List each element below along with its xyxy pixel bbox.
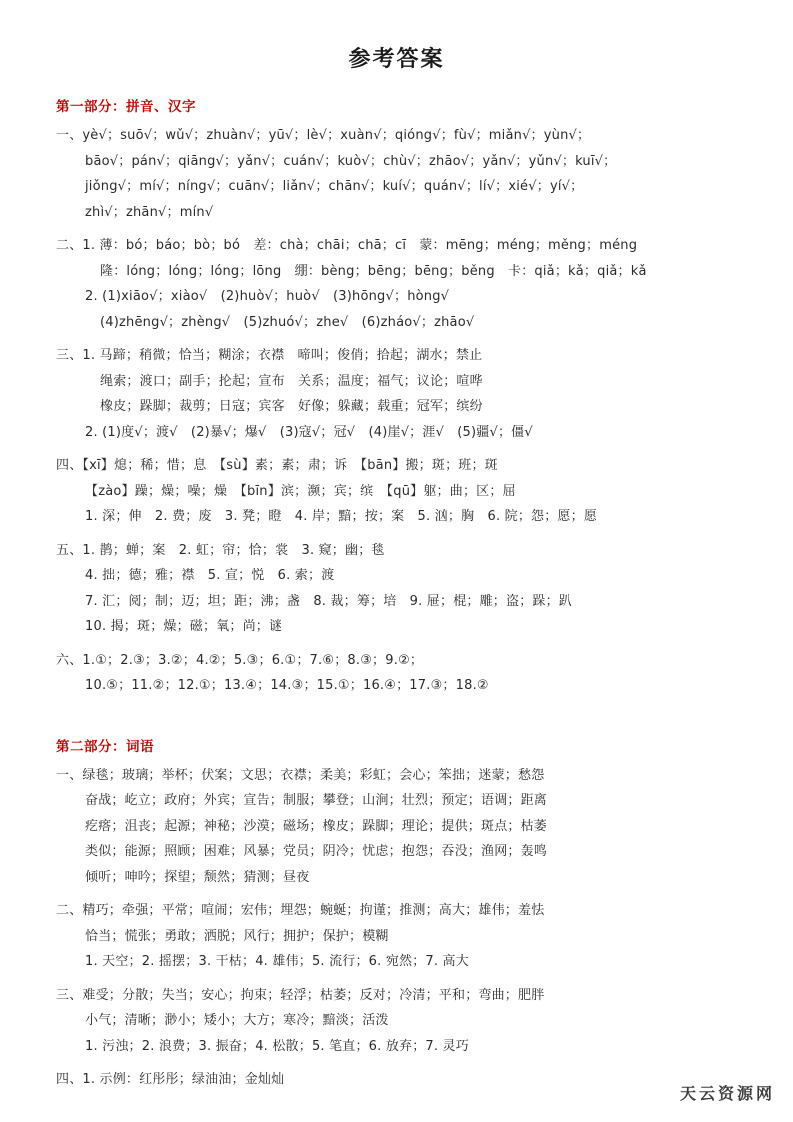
answer-line: 六、1.①；2.③；3.②；4.②；5.③；6.①；7.⑥；8.③；9.②；: [56, 652, 424, 668]
answer-section: [56, 343, 759, 445]
answer-section: [56, 1067, 759, 1093]
answer-line: 倾听；呻吟；探望；颓然；猜测；昼夜: [85, 869, 310, 885]
answer-line: 1. 污浊；2. 浪费；3. 振奋；4. 松散；5. 笔直；6. 放弃；7. 灵巧: [85, 1038, 469, 1054]
answer-section: [56, 983, 759, 1060]
answer-line: 二、1. 薄：bó；báo；bò；bó 差：chà；chāi；chā；cī 蒙：mēng；méng；měng；méng: [56, 238, 638, 253]
answer-line: zhì√；zhān√；mín√: [85, 204, 214, 220]
answer-section: [56, 648, 759, 699]
answer-line: 一、绿毯；玻璃；举杯；伏案；文思；衣襟；柔美；彩虹；会心；笨拙；迷蒙；愁怨: [56, 767, 545, 783]
answer-line: 五、1. 鹊；蝉；案 2. 虹；帘；恰；裳 3. 窥；幽；毯: [56, 542, 385, 558]
answer-line: 小气；清晰；渺小；矮小；大方；寒冷；黯淡；活泼: [85, 1013, 389, 1028]
part-two-body: [56, 763, 759, 1093]
answer-line: 【zào】躁；燥；噪；燥 【bīn】滨；濒；宾；缤 【qū】躯；曲；区；屈: [85, 483, 516, 499]
answer-line: jiǒng√；mí√；níng√；cuān√；liǎn√；chān√；kuí√；quán√；lí√；xié√；yí√；: [85, 179, 584, 194]
answer-line: 恰当；慌张；勇敢；洒脱；风行；拥护；保护；模糊: [85, 928, 389, 944]
answer-line: 四、【xī】熄；稀；惜；息 【sù】素；素；肃；诉 【bān】搬；斑；班；斑: [56, 458, 498, 473]
page-title: 参考答案: [348, 47, 445, 72]
answer-line: 类似；能源；照顾；困难；风暴；党员；阴冷；忧虑；抱怨；吞没；渔网；轰鸣: [85, 844, 548, 859]
answer-line: 疙瘩；沮丧；起源；神秘；沙漠；磁场；橡皮；跺脚；理论；提供；斑点；枯萎: [85, 818, 548, 834]
answer-line: 三、难受；分散；失当；安心；拘束；轻浮；枯萎；反对；冷清；平和；弯曲；肥胖: [56, 987, 545, 1003]
answer-line: 绳索；渡口；副手；抡起；宣布 关系；温度；福气；议论；喧哗: [100, 373, 483, 389]
answer-line: 7. 汇；阅；制；迈；坦；距；沸；盏 8. 裁；筹；培 9. 屉；棍；雕；盗；跺；趴: [85, 593, 573, 609]
answer-line: 4. 拙；德；雅；襟 5. 宣；悦 6. 索；渡: [85, 568, 335, 583]
answer-section: [56, 123, 759, 225]
answer-section: [56, 763, 759, 891]
answer-line: 1. 天空；2. 摇摆；3. 干枯；4. 雄伟；5. 流行；6. 宛然；7. 高大: [85, 954, 469, 969]
answer-line: 10.⑤；11.②；12.①；13.④；14.③；15.①；16.④；17.③；18.②: [85, 678, 489, 693]
answer-section: [56, 538, 759, 640]
part-heading-two: 第二部分：词语: [56, 738, 154, 755]
answer-line: 四、1. 示例：红彤彤；绿油油；金灿灿: [56, 1072, 285, 1087]
watermark: 天云资源网: [679, 1084, 775, 1103]
answer-line: 奋战；屹立；政府；外宾；宣告；制服；攀登；山涧；壮烈；预定；语调；距离: [85, 793, 548, 808]
part-one-body: [56, 123, 759, 699]
answer-section: [56, 898, 759, 975]
part-heading-one: 第一部分：拼音、汉字: [56, 99, 196, 115]
answer-line: 一、yè√；suō√；wǔ√；zhuàn√；yū√；lè√；xuàn√；qióng√；fù√；miǎn√；yùn√；: [56, 128, 591, 143]
answer-line: 1. 深；伸 2. 费；废 3. 凳；瞪 4. 岸；黯；按；案 5. 汹；胸 6. 院；怨；愿；愿: [85, 509, 598, 524]
document-content: [0, 95, 793, 1093]
answer-line: 橡皮；跺脚；裁剪；日寇；宾客 好像；躲藏；载重；冠军；缤纷: [100, 399, 483, 414]
answer-line: 三、1. 马蹄；稍微；恰当；糊涂；衣襟 啼叫；俊俏；拾起；湖水；禁止: [56, 348, 483, 363]
answer-line: 2. (1)xiāo√；xiào√ (2)huò√；huò√ (3)hōng√；hòng√: [85, 289, 450, 304]
answer-section: [56, 453, 759, 530]
answer-line: (4)zhēng√；zhèng√ (5)zhuó√；zhe√ (6)zháo√；zhāo√: [100, 314, 475, 330]
answer-line: 2. (1)度√；渡√ (2)暴√；爆√ (3)寇√；冠√ (4)崖√；涯√ (5)疆√；僵√: [85, 424, 533, 440]
answer-section: [56, 233, 759, 335]
answer-line: 二、精巧；牵强；平常；喧闹；宏伟；埋怨；蜿蜒；拘谨；推测；高大；雄伟；羞怯: [56, 903, 545, 918]
answer-line: bāo√；pán√；qiāng√；yǎn√；cuán√；kuò√；chù√；zhāo√；yǎn√；yǔn√；kuī√；: [85, 153, 617, 169]
answer-line: 隆：lóng；lóng；lóng；lōng 绷：bèng；bēng；bēng；běng 卡：qiǎ；kǎ；qiǎ；kǎ: [100, 263, 647, 279]
answer-line: 10. 揭；斑；燥；磁；氧；尚；谜: [85, 619, 283, 634]
